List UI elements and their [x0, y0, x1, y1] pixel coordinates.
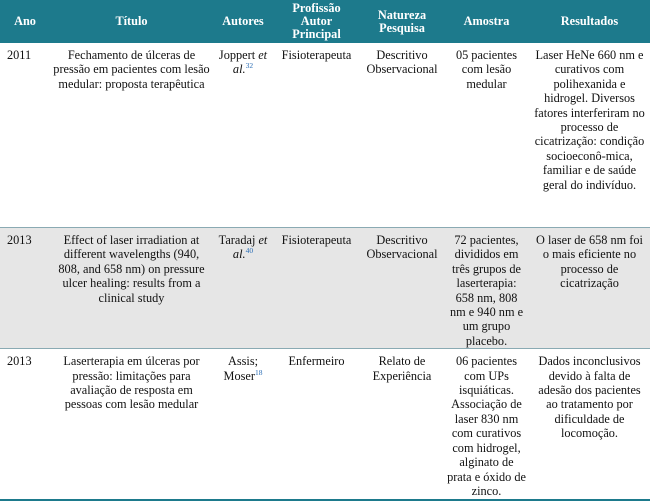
cell-profession: Enfermeiro	[273, 349, 360, 501]
header-profession: Profissão Autor Principal	[273, 0, 360, 43]
cell-nature: Relato de Experiência	[360, 349, 444, 501]
cell-title: Fechamento de úlceras de pressão em pacientes com lesão medular: proposta terapêutica	[50, 43, 213, 228]
table-row	[0, 228, 650, 349]
cell-results: Dados inconclusivos devido à falta de adesão dos pacientes ao tratamento por dificuldade de locomoção.	[529, 349, 650, 501]
header-authors: Autores	[213, 0, 273, 43]
header-results: Resultados	[529, 0, 650, 43]
cell-nature: Descritivo Observacional	[360, 228, 444, 349]
cell-sample: 06 pacientes com UPs isquiáticas. Associação de laser 830 nm com curativos com hidrogel, alginato de prata e óxido de zinco.	[444, 349, 529, 501]
header-row	[0, 0, 650, 43]
cell-profession: Fisioterapeuta	[273, 43, 360, 228]
cell-year: 2013	[0, 349, 50, 501]
author-name: Taradaj	[218, 233, 256, 247]
author-reference[interactable]: 32	[245, 61, 254, 71]
cell-authors	[213, 43, 273, 228]
table-row	[0, 43, 650, 228]
header-sample: Amostra	[444, 0, 529, 43]
author-reference[interactable]: 18	[254, 367, 263, 377]
cell-nature: Descritivo Observacional	[360, 43, 444, 228]
author-etal: et al.	[232, 233, 268, 262]
author-etal: et al.	[232, 48, 268, 77]
cell-authors	[213, 228, 273, 349]
cell-authors	[213, 349, 273, 501]
author-reference[interactable]: 40	[245, 246, 254, 256]
header-year: Ano	[0, 0, 50, 43]
cell-year: 2011	[0, 43, 50, 228]
cell-sample: 72 pacientes, divididos em três grupos de laserterapia: 658 nm, 808 nm e 940 nm e um grupo placebo.	[444, 228, 529, 349]
cell-year: 2013	[0, 228, 50, 349]
cell-title: Laserterapia em úlceras por pressão: limitações para avaliação de resposta em pessoas com lesão medular	[50, 349, 213, 501]
header-nature: Natureza Pesquisa	[360, 0, 444, 43]
cell-sample: 05 pacientes com lesão medular	[444, 43, 529, 228]
author-name: Joppert	[218, 48, 256, 62]
author-name: Assis; Moser	[223, 354, 259, 383]
table-row	[0, 349, 650, 501]
header-title: Título	[50, 0, 213, 43]
cell-results: Laser HeNe 660 nm e curativos com polihexanida e hidrogel. Diversos fatores interferiram no processo de cicatrização: condição socioeconô-mica, familiar e de saúde geral do indivíduo.	[529, 43, 650, 228]
cell-title: Effect of laser irradiation at different wavelengths (940, 808, and 658 nm) on pressure ulcer healing: results from a clinical study	[50, 228, 213, 349]
cell-profession: Fisioterapeuta	[273, 228, 360, 349]
cell-results: O laser de 658 nm foi o mais eficiente no processo de cicatrização	[529, 228, 650, 349]
